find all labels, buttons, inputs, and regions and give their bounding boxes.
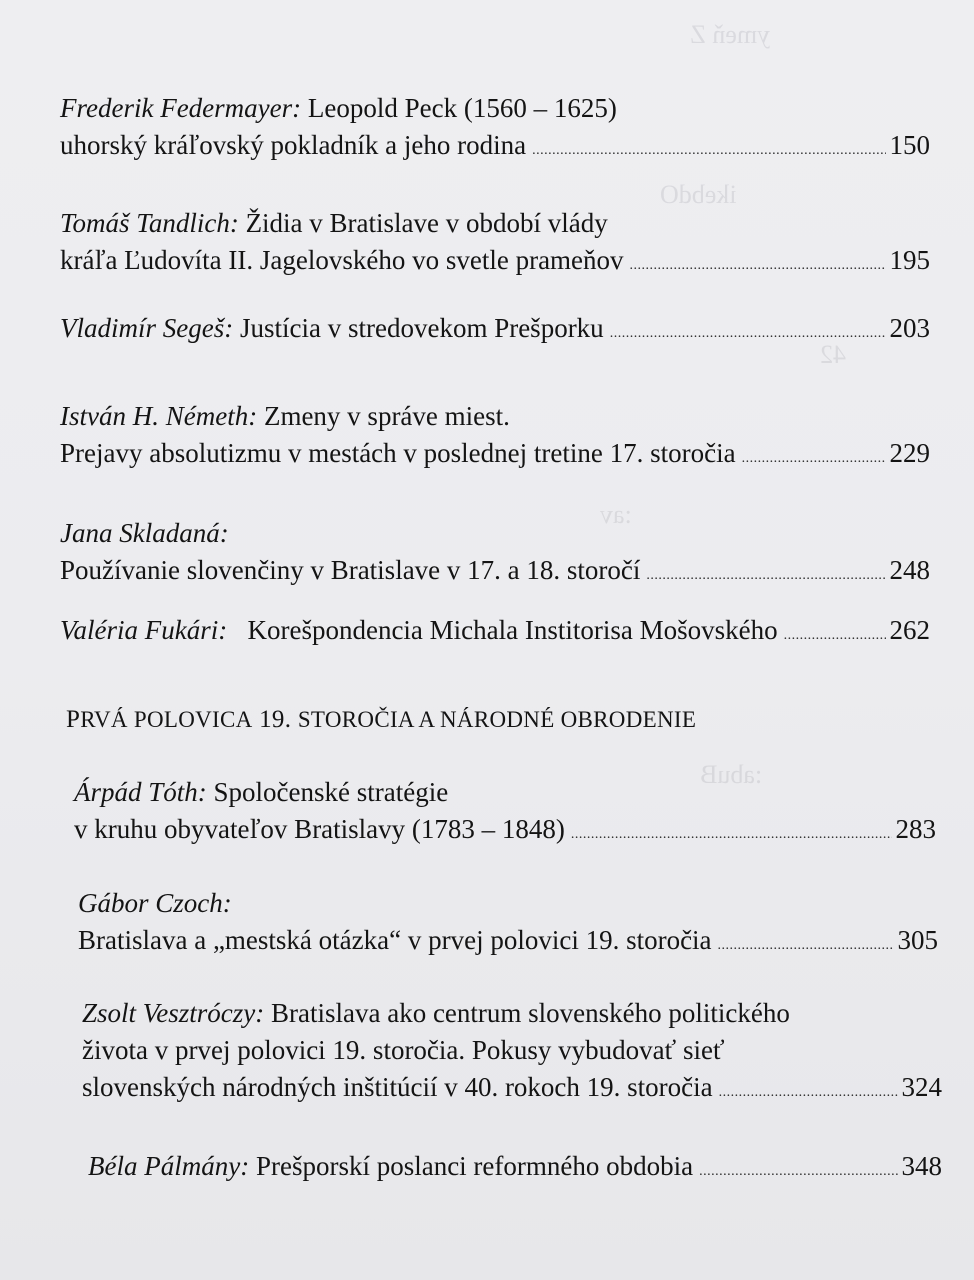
entry-author: Béla Pálmány:: [88, 1151, 250, 1181]
section-heading-number: 19.: [252, 706, 298, 733]
entry-title-line: Bratislava ako centrum slovenského politického: [271, 998, 790, 1028]
entry-page-number: 262: [889, 615, 930, 645]
toc-line: [60, 90, 930, 127]
entry-title-line: Židia v Bratislave v období vlády: [245, 208, 608, 238]
entry-author: Valéria Fukári:: [60, 615, 228, 645]
section-heading-part: RVÁ POLOVICA: [80, 707, 253, 732]
toc-line: [88, 1148, 942, 1190]
section-heading: [66, 706, 696, 734]
entry-author: Jana Skladaná:: [60, 518, 229, 548]
leader-dots: [610, 310, 886, 352]
toc-line: [78, 922, 938, 964]
toc-line: [82, 1032, 942, 1069]
toc-entry: [60, 310, 930, 352]
toc-entry: [60, 612, 930, 654]
toc-line: [60, 515, 930, 552]
entry-author: István H. Németh:: [60, 401, 258, 431]
entry-page-number: 229: [889, 438, 930, 468]
entry-page-number: 283: [895, 814, 936, 844]
section-heading-part: STOROČIA A NÁRODNÉ OBRODENIE: [297, 707, 697, 732]
entry-page-number: 305: [897, 925, 938, 955]
entry-page-number: 324: [901, 1072, 942, 1102]
show-through-background: ymeň Z ikebdO :av :abuB 42: [600, 20, 846, 789]
toc-line: [60, 552, 930, 594]
toc-entry: [82, 995, 942, 1111]
toc-line: [74, 774, 936, 811]
toc-line: [78, 885, 938, 922]
entry-page-number: 348: [901, 1151, 942, 1181]
toc-line: [60, 310, 930, 352]
entry-title-line: života v prvej polovici 19. storočia. Pokusy vybudovať sieť: [82, 1035, 725, 1065]
entry-title-line: Bratislava a „mestská otázka“ v prvej polovici 19. storočia: [78, 925, 712, 955]
entry-author: Zsolt Vesztróczy:: [82, 998, 265, 1028]
entry-title-line: Používanie slovenčiny v Bratislave v 17. a 18. storočí: [60, 555, 641, 585]
toc-entry: [88, 1148, 942, 1190]
entry-title-line: uhorský kráľovský pokladník a jeho rodina: [60, 130, 527, 160]
entry-title-line: Prejavy absolutizmu v mestách v poslednej tretine 17. storočia: [60, 438, 736, 468]
entry-title-line: slovenských národných inštitúcií v 40. rokoch 19. storočia: [82, 1072, 713, 1102]
toc-line: [60, 612, 930, 654]
leader-dots: [630, 242, 886, 284]
entry-author: Vladimír Segeš:: [60, 313, 234, 343]
entry-title-line: Korešpondencia Michala Institorisa Mošovského: [247, 615, 778, 645]
entry-title-line: Justícia v stredovekom Prešporku: [239, 313, 604, 343]
toc-line: [60, 398, 930, 435]
leader-dots: [646, 552, 885, 594]
entry-author: Gábor Czoch:: [78, 888, 232, 918]
entry-title-line: Spoločenské stratégie: [213, 777, 449, 807]
entry-author: Tomáš Tandlich:: [60, 208, 239, 238]
toc-line: [60, 205, 930, 242]
entry-page-number: 195: [889, 245, 930, 275]
entry-page-number: 150: [889, 130, 930, 160]
leader-dots: [532, 127, 885, 169]
leader-dots: [718, 922, 894, 964]
toc-line: [60, 127, 930, 169]
leader-dots: [571, 811, 892, 853]
toc-entry: [60, 515, 930, 594]
toc-line: [60, 435, 930, 477]
entry-title-line: kráľa Ľudovíta II. Jagelovského vo svetle prameňov: [60, 245, 624, 275]
leader-dots: [699, 1148, 897, 1190]
leader-dots: [719, 1069, 898, 1111]
toc-entry: [78, 885, 938, 964]
entry-author: Frederik Federmayer:: [60, 93, 302, 123]
leader-dots: [742, 435, 886, 477]
entry-title-line: Zmeny v správe miest.: [263, 401, 510, 431]
toc-entry: [60, 398, 930, 477]
toc-entry: [60, 90, 930, 169]
entry-title-line: Leopold Peck (1560 – 1625): [307, 93, 617, 123]
toc-entry: [74, 774, 936, 853]
entry-title-line: v kruhu obyvateľov Bratislavy (1783 – 1848): [74, 814, 565, 844]
toc-line: [74, 811, 936, 853]
entry-title-line: Prešporskí poslanci reformného obdobia: [255, 1151, 694, 1181]
toc-line: [82, 995, 942, 1032]
section-heading-initial: P: [66, 706, 81, 733]
toc-entry: [60, 205, 930, 284]
entry-page-number: 248: [889, 555, 930, 585]
entry-author: Árpád Tóth:: [74, 777, 207, 807]
toc-line: [60, 242, 930, 284]
leader-dots: [784, 612, 886, 654]
toc-line: [82, 1069, 942, 1111]
entry-page-number: 203: [889, 313, 930, 343]
